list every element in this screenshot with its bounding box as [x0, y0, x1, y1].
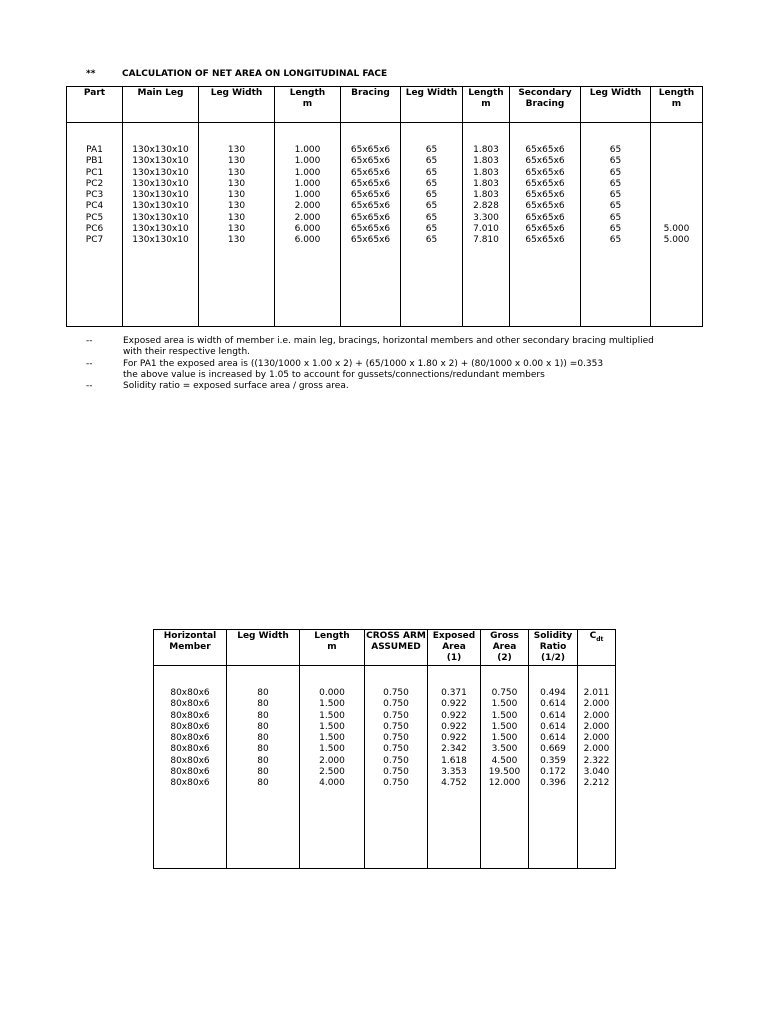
data-column	[199, 123, 275, 327]
table-cell: 4.752	[441, 778, 467, 789]
table-cell: 0.396	[540, 778, 566, 789]
table-cell: 80	[257, 699, 269, 710]
table-cell: 130x130x10	[132, 235, 189, 246]
table-cell: 130	[227, 224, 246, 235]
table-cell: 19.500	[488, 767, 521, 778]
note-item	[86, 359, 686, 382]
table-cell: 0.750	[383, 710, 409, 721]
table1-body-row	[67, 123, 703, 327]
table-cell: 1.000	[294, 145, 321, 155]
table-cell: 65x65x6	[350, 156, 391, 167]
column-header: Leg Width	[581, 87, 651, 123]
table-cell: 80x80x6	[170, 710, 210, 721]
table-cell: 2.000	[583, 699, 610, 710]
table-cell: 0.750	[383, 733, 409, 744]
table-cell: 1.500	[491, 699, 518, 710]
page-heading	[86, 69, 387, 79]
table-cell: 80	[257, 744, 269, 755]
table-cell: 65	[609, 190, 622, 201]
table-cell: 1.803	[473, 178, 499, 189]
table-cell: 2.000	[583, 733, 610, 744]
table-cell: 65	[609, 201, 622, 212]
cdt-label: C	[589, 631, 597, 641]
column-header: Gross Area (2)	[481, 630, 529, 666]
table-cell: 1.500	[491, 721, 518, 732]
data-column	[275, 123, 341, 327]
heading-title: CALCULATION OF NET AREA ON LONGITUDINAL FACE	[122, 69, 388, 79]
table-cell: 65x65x6	[350, 235, 391, 246]
horizontal-member-table	[153, 629, 616, 869]
data-column	[227, 666, 300, 869]
table-cell: 1.500	[491, 733, 518, 744]
table-cell: PC4	[85, 201, 104, 212]
column-header: Length m	[275, 87, 341, 123]
table-cell: 65	[425, 235, 438, 246]
table-cell: 6.000	[294, 235, 321, 246]
note-dash: --	[86, 358, 93, 369]
table-cell: 2.828	[473, 201, 499, 212]
table-cell: 2.212	[583, 778, 610, 789]
table-cell: 1.500	[319, 710, 345, 721]
table-cell: 5.000	[663, 224, 690, 235]
table-cell: 1.500	[491, 710, 518, 721]
table-cell: 80	[257, 688, 269, 698]
note-line: with their respective length.	[123, 347, 251, 358]
table-cell: 0.494	[540, 688, 566, 698]
table-cell: 1.000	[294, 156, 321, 167]
table-cell: 1.000	[294, 167, 321, 178]
table-cell: 3.353	[441, 767, 467, 778]
table-cell: 0.750	[383, 744, 409, 755]
table-cell: 65x65x6	[350, 167, 391, 178]
table-cell: 65x65x6	[525, 145, 565, 155]
table-cell: 65x65x6	[525, 235, 565, 246]
data-column	[578, 666, 616, 869]
table-cell: 65x65x6	[525, 167, 565, 178]
table-cell: 80x80x6	[170, 744, 210, 755]
table-cell: 80	[257, 721, 269, 732]
table-cell: 0.614	[540, 733, 566, 744]
table-cell: 65x65x6	[525, 224, 565, 235]
table-cell: 1.000	[294, 190, 321, 201]
table-cell: 65	[609, 212, 622, 223]
table-cell: PC6	[85, 224, 104, 235]
column-header: Exposed Area (1)	[428, 630, 481, 666]
table-cell: 6.000	[294, 224, 321, 235]
note-dash: --	[86, 336, 93, 346]
table-cell: PC1	[85, 167, 104, 178]
table-cell: 65	[425, 156, 438, 167]
column-header: Length m	[300, 630, 365, 666]
table-cell: 65x65x6	[525, 201, 565, 212]
table-cell: 80x80x6	[170, 767, 210, 778]
table-cell: 130	[227, 145, 246, 155]
table-cell: 65	[609, 156, 622, 167]
table-cell: 0.614	[540, 710, 566, 721]
data-column	[651, 123, 703, 327]
table-cell: 130	[227, 178, 246, 189]
table-cell: 0.172	[540, 767, 566, 778]
table2-body-row	[154, 666, 616, 869]
table-cell: 2.322	[583, 755, 610, 766]
table-cell: 80x80x6	[170, 699, 210, 710]
table-cell: 7.810	[473, 235, 499, 246]
table-cell: 0.922	[441, 710, 467, 721]
column-header: Length m	[463, 87, 510, 123]
table-cell: 80x80x6	[170, 733, 210, 744]
table-cell: 80x80x6	[170, 721, 210, 732]
table-cell: 130x130x10	[132, 167, 189, 178]
table-cell: PC2	[85, 178, 104, 189]
note-line: For PA1 the exposed area is ((130/1000 x 1.00 x 2) + (65/1000 x 1.80 x 2) + (80/1000 x 0.00 x 1)) =0.353	[123, 358, 604, 369]
table-cell: 130	[227, 156, 246, 167]
table2-header-row	[154, 630, 616, 666]
table-cell: 0.750	[383, 688, 409, 698]
table-cell: 80	[257, 767, 269, 778]
table-cell: 65	[425, 145, 438, 155]
table-cell: 130	[227, 190, 246, 201]
table-cell: 65x65x6	[350, 145, 391, 155]
table-cell: 2.000	[583, 710, 610, 721]
data-column	[529, 666, 578, 869]
table-cell: 2.000	[294, 201, 321, 212]
table-cell: 1.500	[319, 721, 345, 732]
table-cell: 1.500	[319, 744, 345, 755]
note-dash: --	[86, 381, 93, 392]
table-cell: 130x130x10	[132, 201, 189, 212]
table-cell: 80	[257, 710, 269, 721]
table-cell: 130	[227, 167, 246, 178]
table-cell: PC3	[85, 190, 104, 201]
table-cell: 65x65x6	[350, 190, 391, 201]
table-cell: 3.300	[473, 212, 499, 223]
table-cell: 65	[609, 145, 622, 155]
column-header: Secondary Bracing	[510, 87, 581, 123]
table-cell: 65x65x6	[525, 178, 565, 189]
table-cell: 0.750	[383, 721, 409, 732]
table-cell: 1.803	[473, 156, 499, 167]
table-cell: 3.040	[583, 767, 610, 778]
table-cell: 0.371	[441, 688, 467, 698]
table-cell: 2.342	[441, 744, 467, 755]
cdt-subscript: dt	[596, 635, 604, 643]
table-cell: 130x130x10	[132, 212, 189, 223]
table-cell: 65x65x6	[525, 212, 565, 223]
table-cell: 0.922	[441, 721, 467, 732]
table-cell: 0.922	[441, 733, 467, 744]
data-column	[401, 123, 463, 327]
note-item	[86, 336, 686, 359]
table-cell: 130x130x10	[132, 145, 189, 155]
table-cell: 0.750	[491, 688, 518, 698]
column-header: Part	[67, 87, 123, 123]
table-cell: 2.011	[583, 688, 610, 698]
table-cell: 0.922	[441, 699, 467, 710]
data-column	[341, 123, 401, 327]
column-header: Bracing	[341, 87, 401, 123]
column-header: Main Leg	[123, 87, 199, 123]
table-cell: 12.000	[488, 778, 521, 789]
table-cell: 130	[227, 212, 246, 223]
table-cell: 65	[425, 201, 438, 212]
data-column	[123, 123, 199, 327]
table-cell: 1.500	[319, 733, 345, 744]
note-line: Exposed area is width of member i.e. main leg, bracings, horizontal members and other secondary bracing multiplied	[123, 336, 654, 346]
table-cell: 4.500	[491, 755, 518, 766]
table-cell: 2.000	[319, 755, 345, 766]
table-cell: 80x80x6	[170, 688, 210, 698]
column-header-cdt	[578, 630, 616, 666]
table-cell: 65	[609, 235, 622, 246]
data-column	[481, 666, 529, 869]
table-cell: 1.000	[294, 178, 321, 189]
table-cell: 130	[227, 201, 246, 212]
table1-header-row	[67, 87, 703, 123]
table-cell: 65x65x6	[350, 201, 391, 212]
table-cell: 130x130x10	[132, 224, 189, 235]
table-cell: 65	[425, 224, 438, 235]
table-cell: 65x65x6	[525, 156, 565, 167]
table-cell: 80x80x6	[170, 778, 210, 789]
table-cell: 80x80x6	[170, 755, 210, 766]
table-cell: 0.614	[540, 699, 566, 710]
column-header: Solidity Ratio (1/2)	[529, 630, 578, 666]
data-column	[365, 666, 428, 869]
notes-section	[86, 336, 686, 392]
table-cell: 1.803	[473, 145, 499, 155]
table-cell: 65	[425, 167, 438, 178]
net-area-table	[66, 86, 703, 327]
table-cell: 130	[227, 235, 246, 246]
table-cell: 1.803	[473, 167, 499, 178]
table-cell: 65x65x6	[350, 178, 391, 189]
table-cell: 0.750	[383, 767, 409, 778]
column-header: Length m	[651, 87, 703, 123]
table-cell: 65	[425, 190, 438, 201]
table-cell: 65	[425, 212, 438, 223]
table-cell: PC7	[85, 235, 104, 246]
table-cell: 0.750	[383, 699, 409, 710]
table-cell: 130x130x10	[132, 178, 189, 189]
data-column	[428, 666, 481, 869]
column-header: Horizontal Member	[154, 630, 227, 666]
table-cell: 130x130x10	[132, 156, 189, 167]
table-cell: 4.000	[319, 778, 345, 789]
table-cell: 7.010	[473, 224, 499, 235]
table-cell: 1.803	[473, 190, 499, 201]
data-column	[581, 123, 651, 327]
table-cell: 0.669	[540, 744, 566, 755]
table-cell: 1.618	[441, 755, 467, 766]
note-line: the above value is increased by 1.05 to account for gussets/connections/redundant members	[123, 369, 545, 380]
heading-marker: **	[86, 69, 96, 79]
column-header: CROSS ARM ASSUMED	[365, 630, 428, 666]
table-cell: 2.500	[319, 767, 345, 778]
table-cell: 130x130x10	[132, 190, 189, 201]
table-cell: PB1	[85, 156, 104, 167]
column-header: Leg Width	[227, 630, 300, 666]
column-header: Leg Width	[199, 87, 275, 123]
table-cell: 80	[257, 778, 269, 789]
table-cell: 65	[609, 178, 622, 189]
table-cell: 2.000	[583, 721, 610, 732]
table-cell: 65	[609, 224, 622, 235]
table-cell: 0.750	[383, 778, 409, 789]
table-cell: 2.000	[583, 744, 610, 755]
table-cell: 0.359	[540, 755, 566, 766]
table-cell: PA1	[86, 145, 103, 155]
table-cell: 65x65x6	[350, 212, 391, 223]
table-cell: 80	[257, 755, 269, 766]
column-header: Leg Width	[401, 87, 463, 123]
note-item	[86, 381, 686, 392]
table-cell: PC5	[85, 212, 104, 223]
table-cell: 2.000	[294, 212, 321, 223]
data-column	[300, 666, 365, 869]
table-cell: 0.750	[383, 755, 409, 766]
table-cell: 65x65x6	[525, 190, 565, 201]
data-column	[510, 123, 581, 327]
table-cell: 3.500	[491, 744, 518, 755]
data-column	[154, 666, 227, 869]
table-cell: 65	[609, 167, 622, 178]
table-cell: 80	[257, 733, 269, 744]
note-line: Solidity ratio = exposed surface area / gross area.	[123, 381, 349, 392]
table-cell: 1.500	[319, 699, 345, 710]
table-cell: 0.000	[319, 688, 345, 698]
data-column	[67, 123, 123, 327]
data-column	[463, 123, 510, 327]
table-cell: 65	[425, 178, 438, 189]
table-cell: 65x65x6	[350, 224, 391, 235]
table-cell: 0.614	[540, 721, 566, 732]
table-cell: 5.000	[663, 235, 690, 246]
